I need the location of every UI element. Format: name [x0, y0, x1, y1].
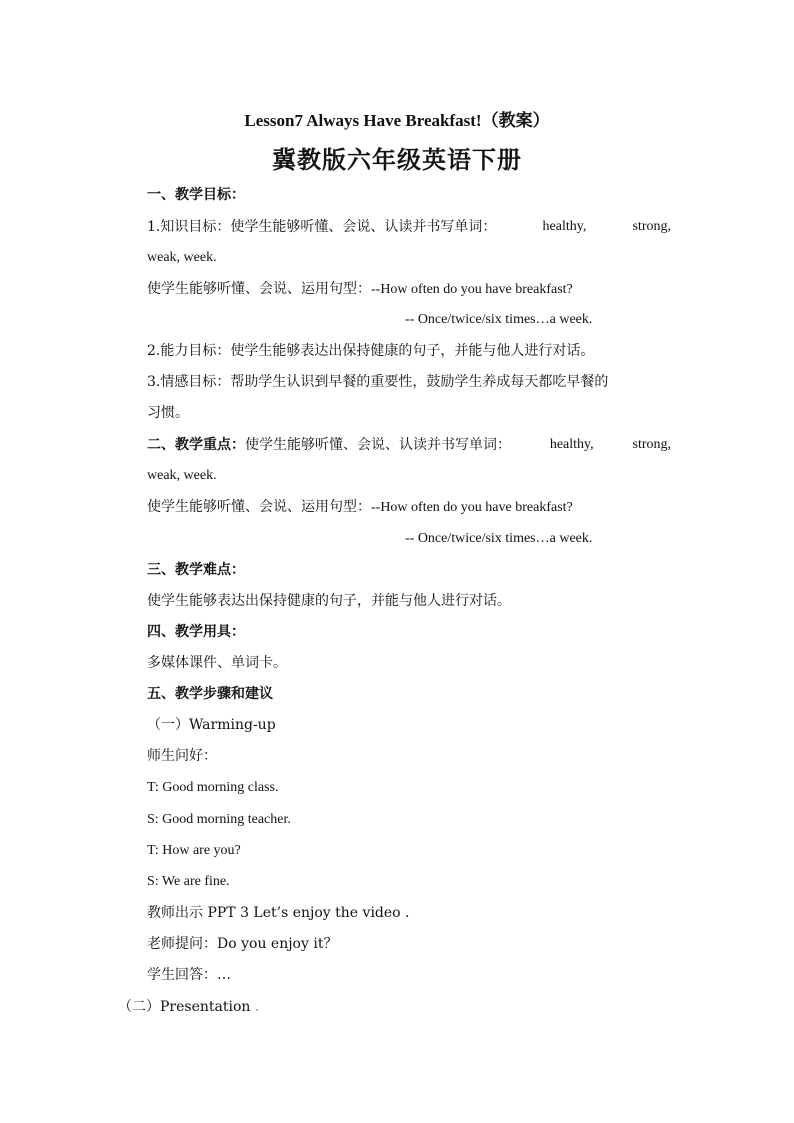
knowledge-goal-text: 1.知识目标：使学生能够听懂、会说、认读并书写单词： — [147, 219, 497, 235]
sentence-goal-label: 使学生能够听懂、会说、运用句型： — [147, 281, 371, 297]
greeting-label: 师生问好： — [147, 748, 217, 764]
dialogue-line: T: How are you? — [147, 843, 241, 858]
ppt-instruction: 教师出示 PPT 3 Let’s enjoy the video . — [147, 905, 410, 921]
key-word-healthy: healthy, — [549, 437, 594, 452]
emotion-goal: 3.情感目标：帮助学生认识到早餐的重要性，鼓励学生养成每天都吃早餐的 — [147, 374, 609, 390]
knowledge-word-healthy: healthy, — [542, 219, 587, 234]
section5-heading: 五、教学步骤和建议 — [147, 686, 273, 702]
sentence-goal-question: --How often do you have breakfast? — [371, 282, 573, 297]
section2-heading: 二、教学重点： — [147, 437, 245, 453]
lesson-title: Lesson7 Always Have Breakfast!（教案） — [244, 111, 550, 130]
key-words-cont: weak, week. — [147, 468, 217, 483]
key-sentence-line — [147, 498, 573, 517]
key-sentence-answer: -- Once/twice/six times…a week. — [405, 531, 593, 546]
key-points-line — [147, 436, 671, 454]
knowledge-goal-line — [147, 218, 671, 236]
tools-text: 多媒体课件、单词卡。 — [147, 655, 287, 671]
student-answer: 学生回答：… — [147, 967, 231, 983]
presentation-mark: . — [254, 999, 260, 1015]
book-title: 冀教版六年级英语下册 — [272, 145, 522, 174]
knowledge-word-strong: strong, — [632, 219, 671, 234]
section1-heading: 一、教学目标： — [147, 187, 245, 203]
teacher-question: 老师提问：Do you enjoy it？ — [147, 936, 338, 952]
step-presentation-line — [118, 998, 259, 1016]
step-warming-up: （一）Warming-up — [147, 717, 276, 733]
difficulty-text: 使学生能够表达出保持健康的句子，并能与他人进行对话。 — [147, 593, 511, 609]
dialogue-line: S: We are fine. — [147, 874, 230, 889]
emotion-goal-cont: 习惯。 — [147, 405, 189, 421]
knowledge-words-cont: weak, week. — [147, 250, 217, 265]
key-sentence-label: 使学生能够听懂、会说、运用句型： — [147, 499, 371, 515]
sentence-goal-line — [147, 280, 573, 299]
section4-heading: 四、教学用具： — [147, 624, 245, 640]
key-sentence-question: --How often do you have breakfast? — [371, 500, 573, 515]
sentence-goal-answer: -- Once/twice/six times…a week. — [405, 312, 593, 327]
dialogue-line: T: Good morning class. — [147, 780, 279, 795]
step-presentation: （二）Presentation — [118, 999, 251, 1015]
section3-heading: 三、教学难点： — [147, 562, 245, 578]
key-word-strong: strong, — [632, 437, 671, 452]
ability-goal: 2.能力目标：使学生能够表达出保持健康的句子，并能与他人进行对话。 — [147, 343, 595, 359]
key-points-text: 使学生能够听懂、会说、认读并书写单词： — [245, 437, 511, 453]
dialogue-line: S: Good morning teacher. — [147, 812, 291, 827]
